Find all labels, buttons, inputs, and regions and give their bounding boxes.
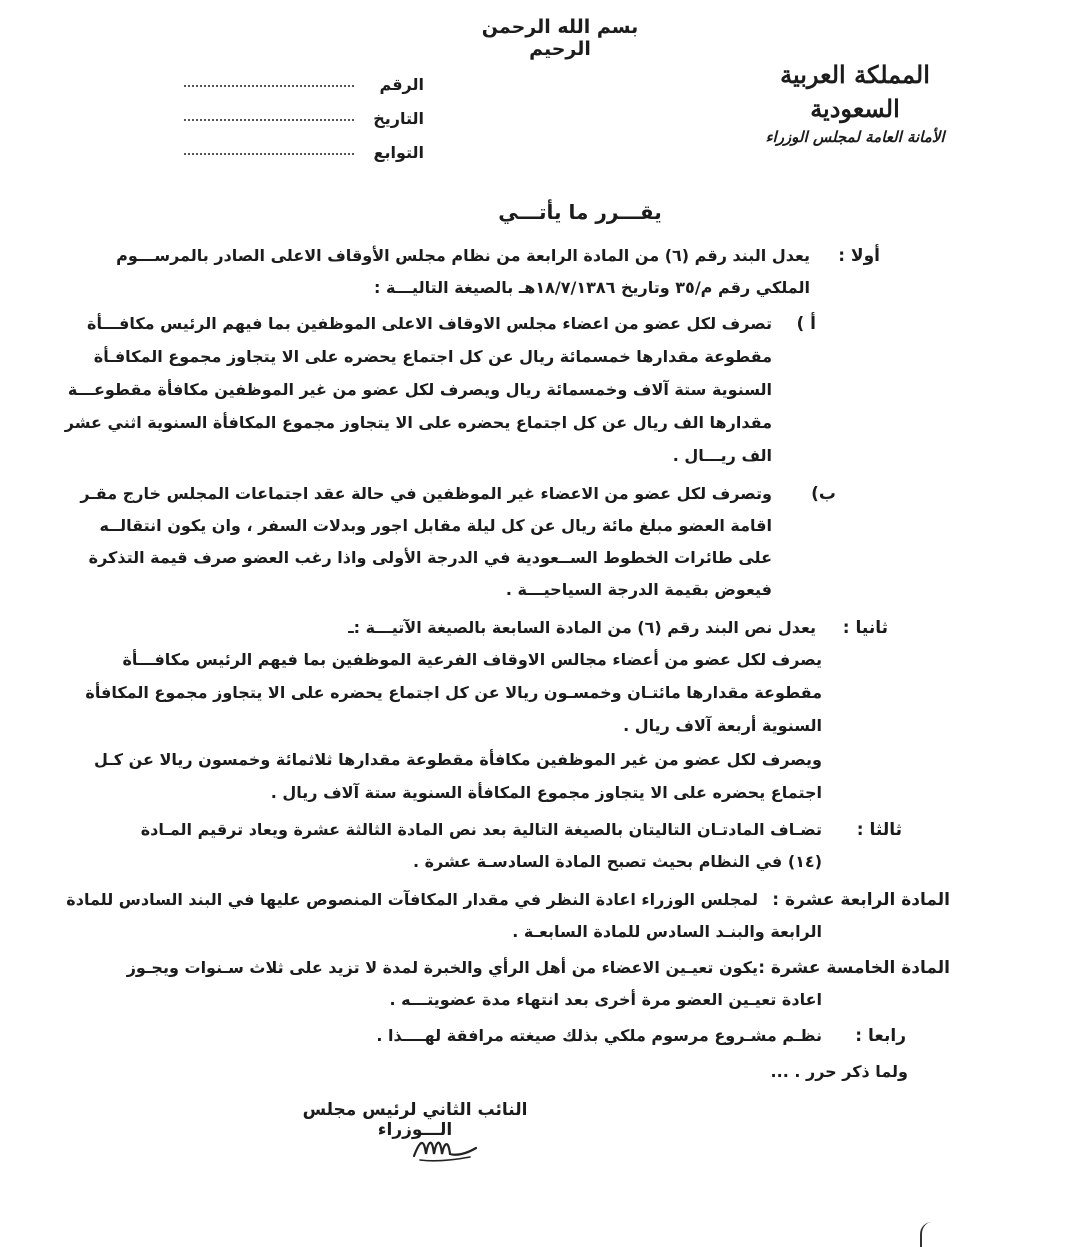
clause-a-line: الف ريـــال . <box>672 446 772 465</box>
section-first-line: يعدل البند رقم (٦) من المادة الرابعة من نظام مجلس الأوقاف الاعلى الصادر بالمرســـوم <box>116 246 810 265</box>
section-first-line: الملكي رقم م/٣٥ وتاريخ ١٨/٧/١٣٨٦هـ بالصيغة التاليـــة : <box>373 278 810 297</box>
clause-b-label: ب) <box>811 484 836 504</box>
office-name: الأمانة العامة لمجلس الوزراء <box>765 128 945 146</box>
article-14-line: الرابعة والبنـد السادس للمادة السابعـة . <box>512 922 822 941</box>
clause-b-line: فيعوض بقيمة الدرجة السياحيـــة . <box>505 580 772 599</box>
reference-date-label: التاريخ <box>373 109 424 128</box>
clause-a-line: مقطوعة مقدارها خمسمائة ريال عن كل اجتماع يحضره على الا يتجاوز مجموع المكافـأة <box>93 347 772 366</box>
clause-a-label: أ ) <box>796 314 816 334</box>
section-third-line: (١٤) في النظام بحيث تصبح المادة السادسـة عشرة . <box>412 852 822 871</box>
reference-block <box>184 60 424 162</box>
signatory-title: النائب الثاني لرئيس مجلس الـــوزراء <box>302 1100 528 1140</box>
reference-date-field <box>184 118 354 121</box>
page-corner-mark <box>920 1222 936 1247</box>
reference-attachments-field <box>184 152 354 155</box>
clause-b-line: اقامة العضو مبلغ مائة ريال عن كل ليلة مقابل اجور وبدلات السفر ، وان يكون انتقالــه <box>99 516 772 535</box>
reference-number-label: الرقم <box>379 75 424 94</box>
reference-attachments-label: التوابع <box>373 143 424 162</box>
clause-a-line: السنوية ستة آلاف وخمسمائة ريال ويصرف لكل عضو من غير الموظفين مكافأة مقطوعـــة <box>67 380 772 399</box>
section-second-line: يعدل نص البند رقم (٦) من المادة السابعة بالصيغة الآتيـــة :ـ <box>348 618 816 637</box>
section-second-line: اجتماع يحضره على الا يتجاوز مجموع المكافأة السنوية ستة آلاف ريال . <box>270 783 822 802</box>
section-second-line: ويصرف لكل عضو من غير الموظفين مكافأة مقطوعة مقدارها ثلاثمائة وخمسون ريالا عن كـل <box>93 750 822 769</box>
kingdom-name: المملكة العربية السعودية <box>780 60 930 123</box>
clause-b-line: على طائرات الخطوط الســعودية في الدرجة الأولى واذا رغب العضو صرف قيمة التذكرة <box>88 548 772 567</box>
clause-b-line: وتصرف لكل عضو من الاعضاء غير الموظفين في حالة عقد اجتماعات المجلس خارج مقـر <box>80 484 772 503</box>
handwritten-signature <box>410 1130 480 1164</box>
section-fourth-line: نظـم مشـروع مرسوم ملكي بذلك صيغته مرافقة لهــــذا . <box>376 1026 822 1045</box>
basmala: بسم الله الرحمن الرحيم <box>481 16 639 60</box>
section-third-line: تضـاف المادتـان التاليتان بالصيغة التالية بعد نص المادة الثالثة عشرة ويعاد ترقيم المـادة <box>140 820 822 839</box>
decision-heading: يقـــرر ما يأتـــي <box>498 200 662 224</box>
section-second-label: ثانيا : <box>842 618 888 638</box>
clause-a-line: مقدارها الف ريال عن كل اجتماع يحضره على الا يتجاوز مجموع المكافأة السنوية اثني عشر <box>64 413 772 432</box>
section-second-line: يصرف لكل عضو من أعضاء مجالس الاوقاف الفرعية الموظفين بما فيهم الرئيس مكافـــأة <box>122 650 822 669</box>
closing-line: ولما ذكر حرر . ... <box>770 1062 908 1081</box>
section-third-label: ثالثا : <box>856 820 902 840</box>
article-15-line: يكون تعيـين الاعضاء من أهل الرأي والخبرة لمدة لا تزيد على ثلاث سـنوات ويجـوز <box>126 958 758 977</box>
section-first-label: أولا : <box>838 246 880 266</box>
section-fourth-label: رابعا : <box>855 1026 906 1046</box>
article-14-line: لمجلس الوزراء اعادة النظر في مقدار المكافآت المنصوص عليها في البند السادس للمادة <box>66 890 758 909</box>
article-14-label: المادة الرابعة عشرة : <box>772 890 950 910</box>
reference-number-field <box>184 84 354 87</box>
article-15-line: اعادة تعيـين العضو مرة أخرى بعد انتهاء مدة عضويتـــه . <box>389 990 822 1009</box>
clause-a-line: تصرف لكل عضو من اعضاء مجلس الاوقاف الاعلى الموظفين بما فيهم الرئيس مكافـــأة <box>87 314 772 333</box>
section-second-line: مقطوعة مقدارها مائتـان وخمسـون ريالا عن كل اجتماع يحضره على الا يتجاوز مجموع المكافأة <box>85 683 822 702</box>
article-15-label: المادة الخامسة عشرة : <box>758 958 950 978</box>
section-second-line: السنوية أربعة آلاف ريال . <box>623 716 822 735</box>
letterhead <box>750 58 960 148</box>
